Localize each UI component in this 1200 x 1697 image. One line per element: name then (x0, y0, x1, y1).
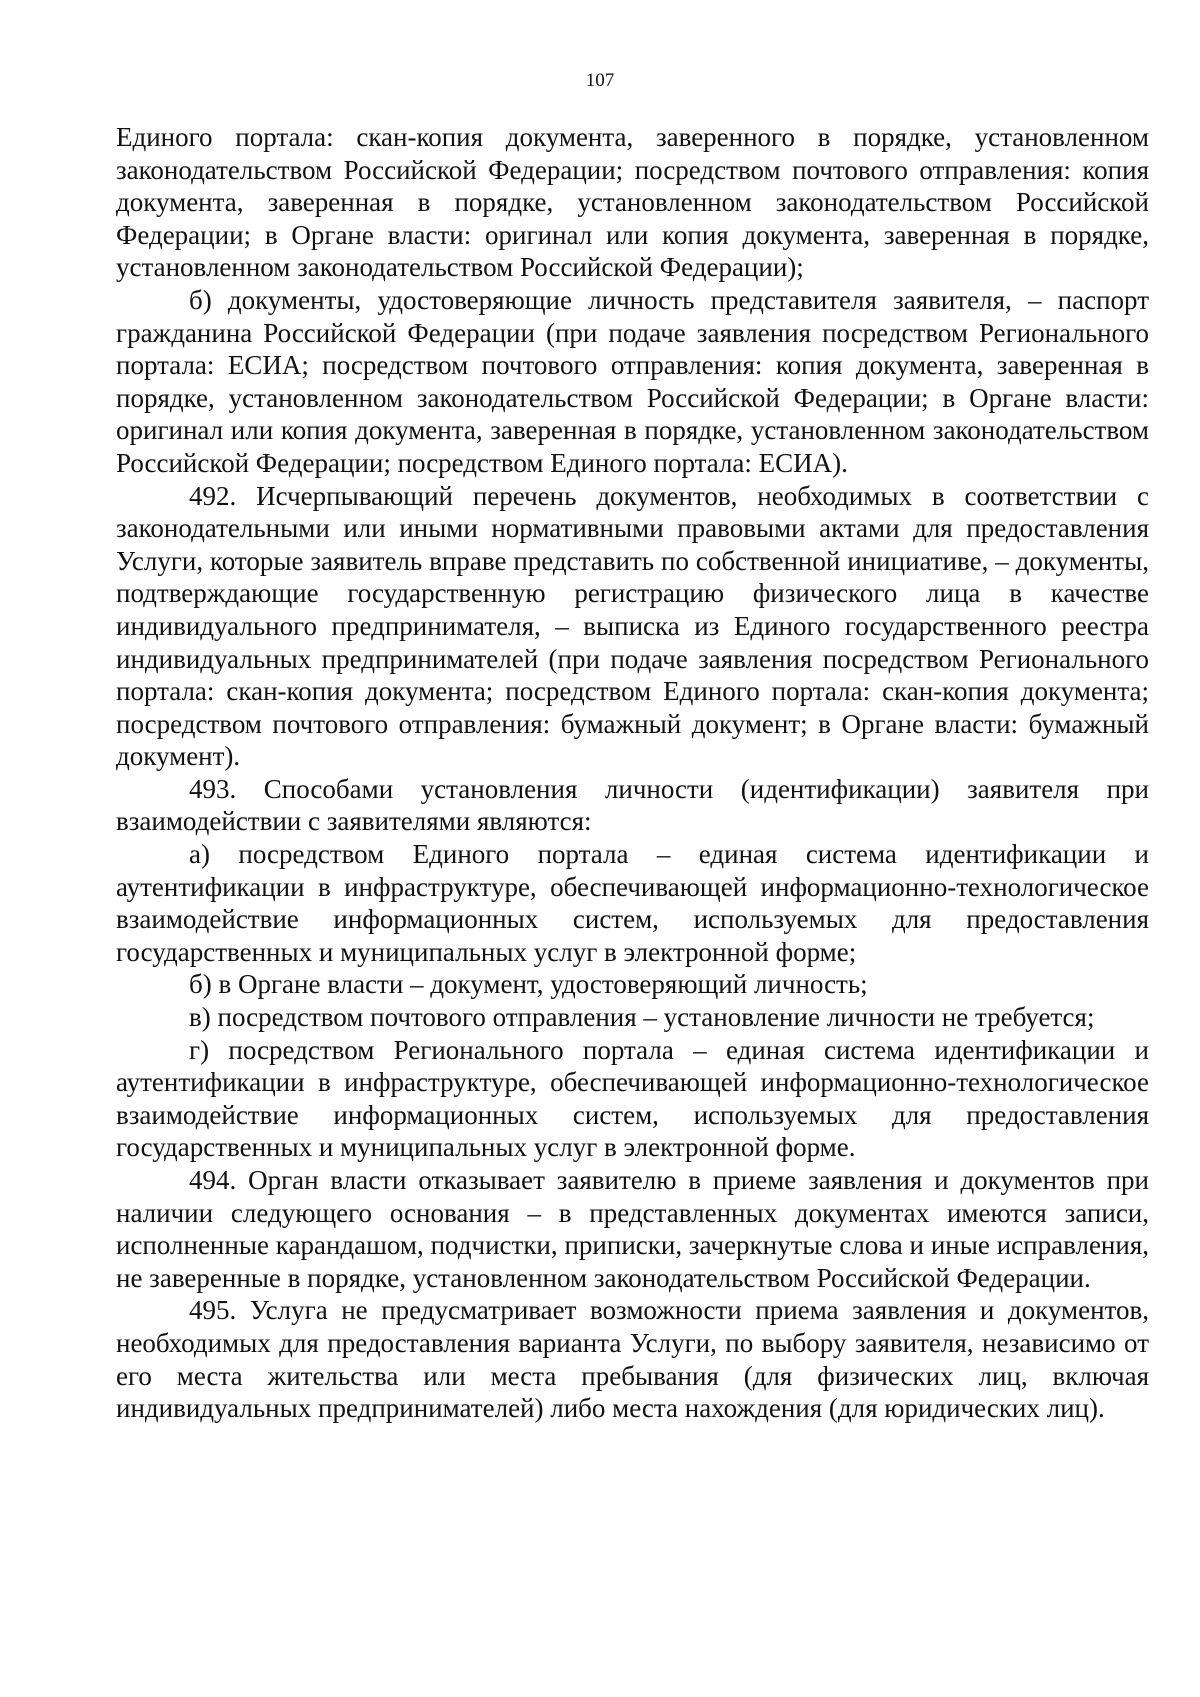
paragraph-493: 493. Способами установления личности (идентификации) заявителя при взаимодействии с заявителями являются: (116, 773, 1149, 837)
paragraph-continuation: Единого портала: скан-копия документа, заверенного в порядке, установленном законодательством Российской Федерации; посредством почтового отправления: копия документа, заверенная в порядке, установленном законодательством Российской Федерации; в Органе власти: оригинал или копия документа, заверенная в порядке, установленном законодательством Российской Федерации); (116, 122, 1149, 283)
paragraph-492: 492. Исчерпывающий перечень документов, необходимых в соответствии с законодательными или иными нормативными правовыми актами для предоставления Услуги, которые заявитель вправе представить по собственной инициативе, – документы, подтверждающие государственную регистрацию физического лица в качестве индивидуального предпринимателя, – выписка из Единого государственного реестра индивидуальных предпринимателей (при подаче заявления посредством Регионального портала: скан-копия документа; посредством Единого портала: скан-копия документа; посредством почтового отправления: бумажный документ; в Органе власти: бумажный документ). (116, 480, 1149, 772)
document-body (116, 121, 1149, 1425)
paragraph-494: 494. Орган власти отказывает заявителю в приеме заявления и документов при наличии следующего основания – в представленных документах имеются записи, исполненные карандашом, подчистки, приписки, зачеркнутые слова и иные исправления, не заверенные в порядке, установленном законодательством Российской Федерации. (116, 1165, 1149, 1293)
page-number: 107 (585, 70, 615, 91)
paragraph-493-item-g: г) посредством Регионального портала – единая система идентификации и аутентификации в инфраструктуре, обеспечивающей информационно-технологическое взаимодействие информационных систем, используемых для предоставления государственных и муниципальных услуг в электронной форме. (116, 1034, 1149, 1163)
paragraph-493-item-b: б) в Органе власти – документ, удостоверяющий личность; (189, 969, 868, 1000)
paragraph-item-b-representative-id: б) документы, удостоверяющие личность представителя заявителя, – паспорт гражданина Российской Федерации (при подаче заявления посредством Регионального портала: ЕСИА; посредством почтового отправления: копия документа, заверенная в порядке, установленном законодательством Российской Федерации; в Органе власти: оригинал или копия документа, заверенная в порядке, установленном законодательством Российской Федерации; посредством Единого портала: ЕСИА). (116, 284, 1149, 478)
paragraph-493-item-v: в) посредством почтового отправления – установление личности не требуется; (189, 1002, 1095, 1033)
paragraph-493-item-a: а) посредством Единого портала – единая система идентификации и аутентификации в инфраструктуре, обеспечивающей информационно-технологическое взаимодействие информационных систем, используемых для предоставления государственных и муниципальных услуг в электронной форме; (116, 839, 1149, 967)
paragraph-495: 495. Услуга не предусматривает возможности приема заявления и документов, необходимых для предоставления варианта Услуги, по выбору заявителя, независимо от его места жительства или места пребывания (для физических лиц, включая индивидуальных предпринимателей) либо места нахождения (для юридических лиц). (116, 1295, 1149, 1424)
